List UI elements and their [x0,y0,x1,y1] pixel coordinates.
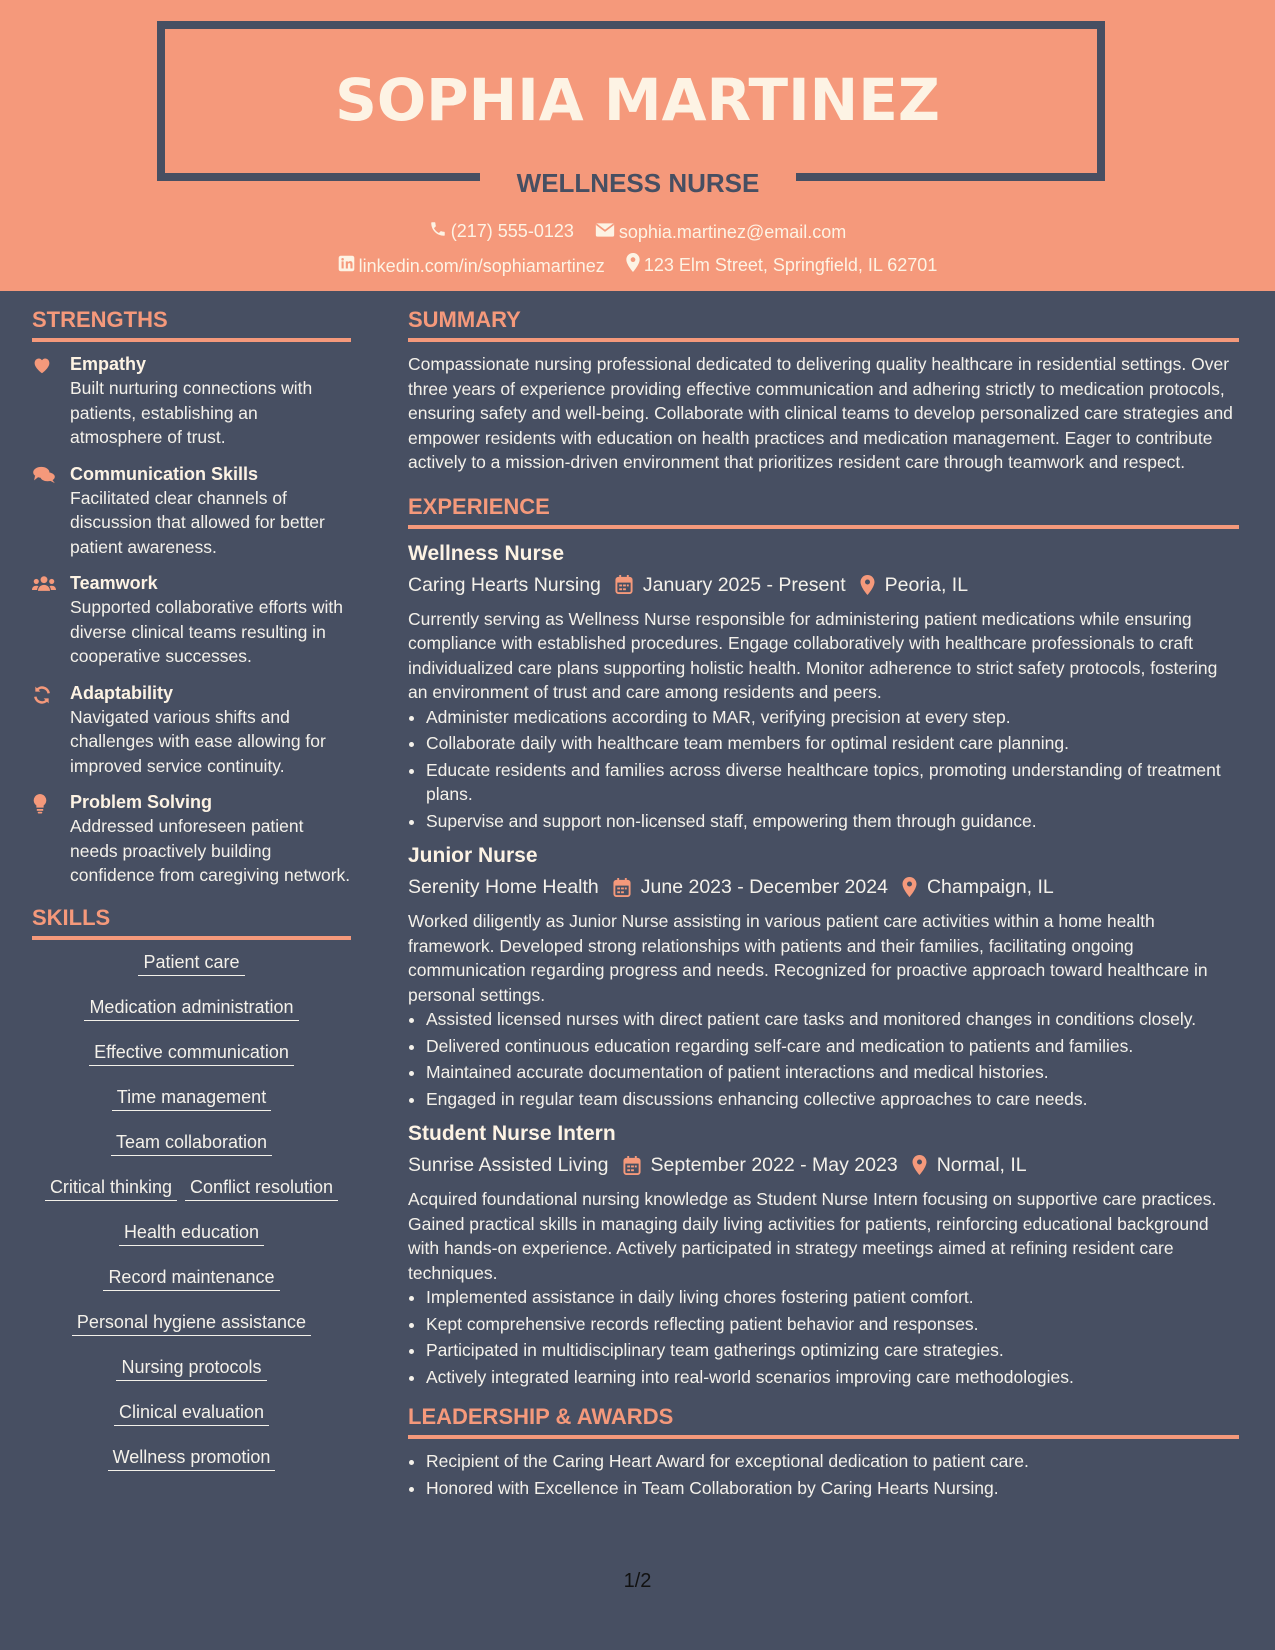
job-bullets [408,1285,1239,1389]
email-icon [595,222,619,243]
bullet-item: • Assisted licensed nurses with direct patient care tasks and monitored changes in conditions closely. [426,1007,1239,1032]
job-location: Normal, IL [936,1154,1027,1176]
skill-tag: Conflict resolution [185,1175,338,1201]
strength-name: Communication Skills [70,463,259,484]
job-meta [408,569,1239,601]
summary-text: Compassionate nursing professional dedicated to delivering quality healthcare in residential settings. Over three years of experience providing effective communication and adhering strictly to medication protocols, ensuring safety and well-being. Collaborate with clinical teams to develop personalized care strategies and empower residents with education on health practices and medication management. Eager to contribute actively to a mission-driven environment that prioritizes resident care through teamwork and respect. [408,354,1233,472]
job-entry [408,841,1239,1111]
job-description: Worked diligently as Junior Nurse assisting in various patient care activities within a home health framework. Developed strong relationships with patients and their families, facilitating ongoing communication regarding progress and needs. Recognized for proactive approach toward healthcare in personal settings. [408,911,1208,1005]
job-title: WELLNESS NURSE [516,168,760,198]
job-dates: January 2025 - Present [642,573,846,596]
job-position: Junior Nurse [408,844,538,867]
location-pin-icon [860,575,875,595]
job-dates: June 2023 - December 2024 [640,876,888,898]
bullet-item: • Implemented assistance in daily living chores fostering patient comfort. [426,1285,1239,1310]
strength-desc: Addressed unforeseen patient needs proactively building confidence from caregiving network. [70,816,351,885]
skill-tag: Time management [112,1085,271,1111]
job-location: Peoria, IL [884,573,969,596]
skill-tag: Nursing protocols [116,1355,266,1381]
bullet-item: • Collaborate daily with healthcare team members for optimal resident care planning. [426,731,1239,756]
heart-icon [32,352,70,450]
address-contact [626,253,938,277]
skill-tag: Wellness promotion [108,1445,276,1471]
job-bullets [408,1007,1239,1111]
location-pin-icon [912,1155,927,1175]
email-contact[interactable] [595,222,846,243]
skill-tag: Record maintenance [103,1265,279,1291]
bullet-item: • Educate residents and families across diverse healthcare topics, promoting understanding of treatment plans. [426,758,1239,807]
job-position: Student Nurse Intern [408,1122,616,1145]
job-location: Champaign, IL [926,876,1054,898]
strength-desc: Built nurturing connections with patients, establishing an atmosphere of trust. [70,378,313,447]
summary-heading: SUMMARY [408,304,1239,342]
strengths-heading: STRENGTHS [32,304,351,342]
contact-row-2 [0,253,1275,277]
calendar-icon [613,878,631,897]
bullet-item: • Engaged in regular team discussions enhancing collective approaches to care needs. [426,1087,1239,1112]
bullet-item: • Kept comprehensive records reflecting patient behavior and responses. [426,1312,1239,1337]
strength-name: Teamwork [70,573,158,593]
chat-icon [32,462,70,560]
location-pin-icon [902,877,917,897]
job-company: Sunrise Assisted Living [408,1154,609,1176]
job-meta [408,871,1239,903]
address-text: 123 Elm Street, Springfield, IL 62701 [643,254,938,275]
skill-tag: Health education [119,1220,264,1246]
job-bullets [408,705,1239,834]
skill-tag: Team collaboration [111,1130,272,1156]
calendar-icon [623,1156,641,1175]
email-text[interactable]: sophia.martinez@email.com [618,222,847,242]
skill-tag: Critical thinking [45,1175,177,1201]
job-position: Wellness Nurse [408,541,565,565]
job-meta [408,1149,1239,1181]
job-entry [408,539,1239,834]
left-column [32,304,351,1490]
skill-tag: Clinical evaluation [114,1400,269,1426]
awards-heading: LEADERSHIP & AWARDS [408,1401,1239,1439]
strength-desc: Navigated various shifts and challenges with ease allowing for improved service continuity. [70,706,326,776]
skill-tag: Personal hygiene assistance [72,1310,311,1336]
bullet-item: • Administer medications according to MAR, verifying precision at every step. [426,705,1239,730]
skills-heading: SKILLS [32,902,351,940]
page-number: 1/2 [623,1570,652,1592]
phone-contact [429,220,574,243]
job-description: Acquired foundational nursing knowledge as Student Nurse Intern focusing on supportive care practices. Gained practical skills in managing daily living activities for patients, reinforcing educational background with hands-on experience. Actively participated in strategy meetings aimed at refining resident care techniques. [408,1189,1217,1283]
job-company: Serenity Home Health [408,876,599,898]
strength-item [32,681,351,779]
right-column [408,304,1239,1502]
bullet-item: • Delivered continuous education regarding self-care and medication to patients and families. [426,1034,1239,1059]
skills-list [32,950,351,1490]
award-item: • Recipient of the Caring Heart Award for exceptional dedication to patient care. [426,1449,1239,1474]
strength-name: Adaptability [70,682,174,703]
job-company: Caring Hearts Nursing [408,573,601,596]
bullet-item: • Maintained accurate documentation of patient interactions and medical histories. [426,1060,1239,1085]
strength-item [32,790,351,888]
strength-name: Problem Solving [70,792,213,812]
skill-tag: Effective communication [89,1040,294,1066]
strength-item [32,571,351,669]
lightbulb-icon [32,790,70,888]
job-entry [408,1119,1239,1389]
award-item: • Honored with Excellence in Team Collaboration by Caring Hearts Nursing. [426,1476,1239,1501]
strength-item [32,462,351,560]
strength-desc: Supported collaborative efforts with diverse clinical teams resulting in cooperative successes. [70,597,344,666]
job-dates: September 2022 - May 2023 [650,1154,898,1176]
phone-icon [429,220,451,243]
linkedin-icon [338,255,359,277]
linkedin-text[interactable]: linkedin.com/in/sophiamartinez [358,255,605,276]
strength-name: Empathy [70,354,147,374]
job-title-box [480,160,796,206]
job-description: Currently serving as Wellness Nurse responsible for administering patient medications while ensuring compliance with established procedures. Engage collaboratively with healthcare professionals to craft individualized care plans supporting holistic health. Monitor adherence to strict safety protocols, fostering an environment of trust and care among residents and peers. [408,608,1218,702]
contact-row-1 [0,220,1275,243]
phone-text: (217) 555-0123 [450,221,574,241]
location-pin-icon [626,253,644,277]
experience-heading: EXPERIENCE [408,491,1239,529]
calendar-icon [615,575,633,594]
awards-list [408,1449,1239,1500]
skill-tag: Patient care [138,950,244,976]
refresh-icon [32,681,70,779]
bullet-item: • Participated in multidisciplinary team gatherings optimizing care strategies. [426,1338,1239,1363]
strength-item [32,352,351,450]
users-icon [32,571,70,669]
strength-desc: Facilitated clear channels of discussion that allowed for better patient awareness. [70,487,325,557]
candidate-name: SOPHIA MARTINEZ [335,66,940,134]
linkedin-contact[interactable] [338,255,605,277]
skill-tag: Medication administration [84,995,298,1021]
resume-header [0,0,1275,291]
bullet-item: • Supervise and support non-licensed staff, empowering them through guidance. [426,809,1239,834]
bullet-item: • Actively integrated learning into real-world scenarios improving care methodologies. [426,1365,1239,1390]
